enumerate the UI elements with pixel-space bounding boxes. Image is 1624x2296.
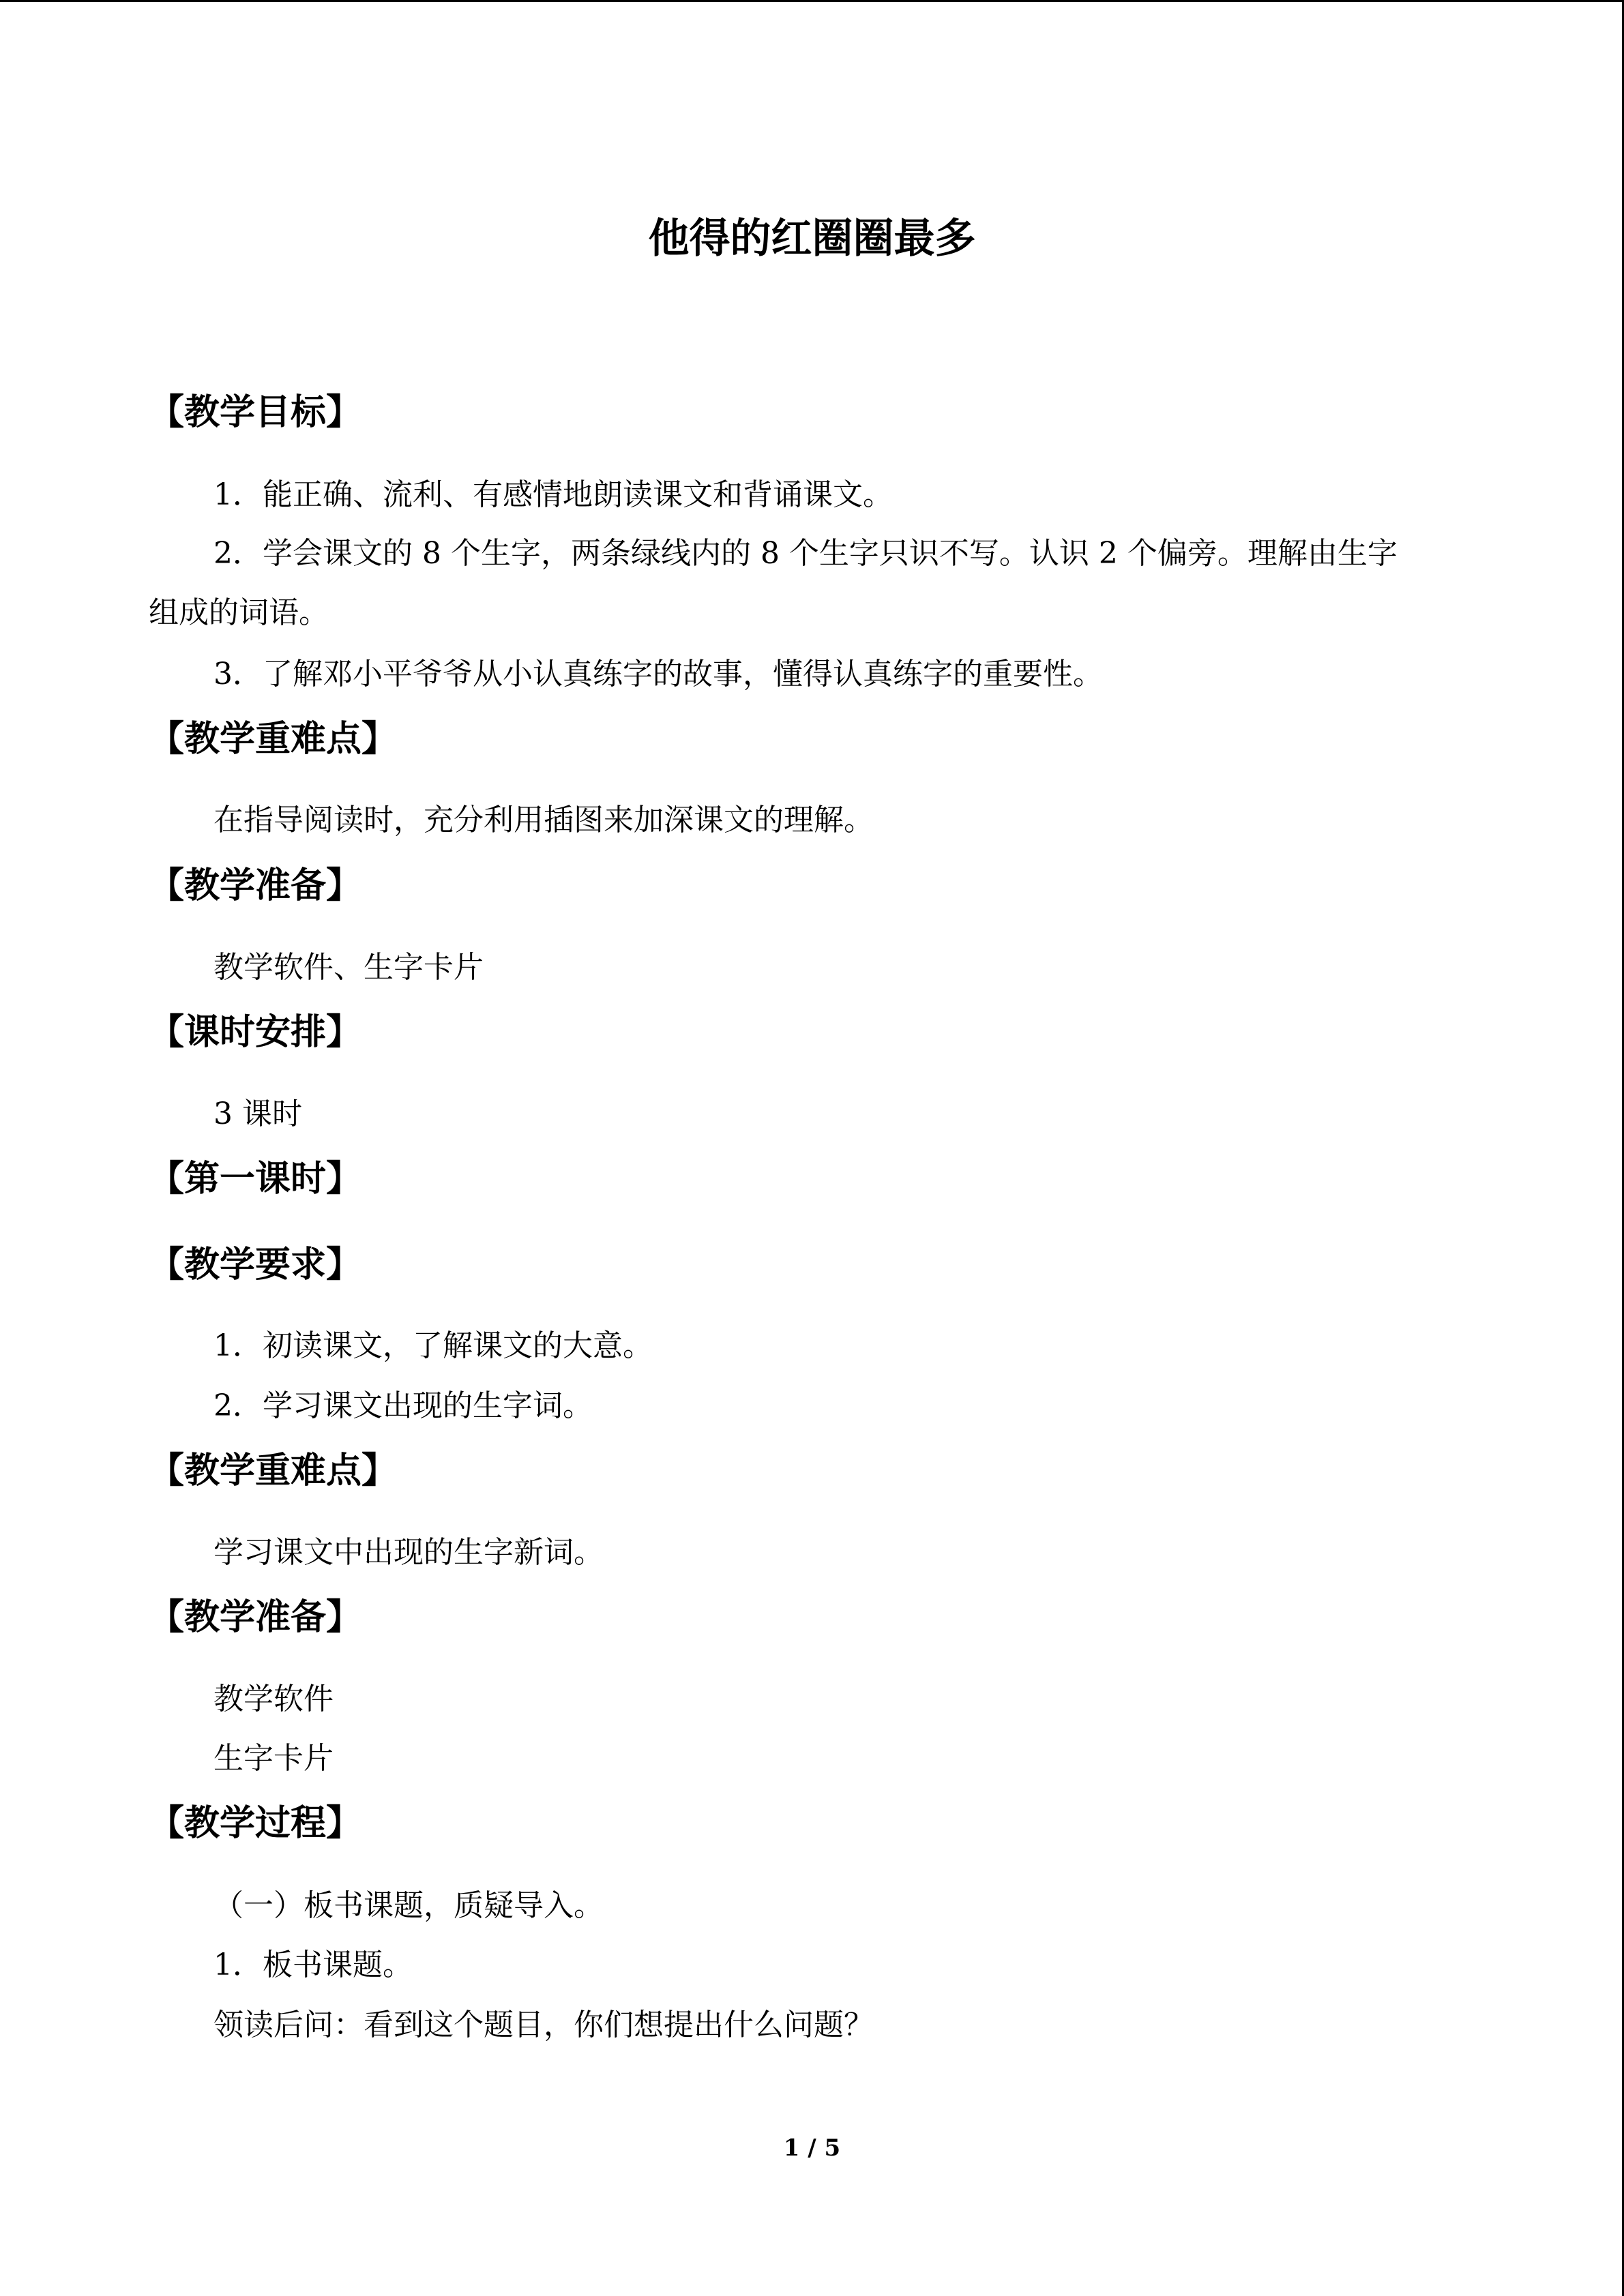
goal-item-1: 1．能正确、流利、有感情地朗读课文和背诵课文。 bbox=[213, 477, 893, 512]
section-heading-preparation: 【教学准备】 bbox=[149, 865, 362, 906]
schedule-text: 3 课时 bbox=[213, 1097, 302, 1131]
goal-item-2: 2．学会课文的 8 个生字，两条绿线内的 8 个生字只识不写。认识 2 个偏旁。理解由生字 bbox=[213, 536, 1398, 571]
page-number: 1 / 5 bbox=[783, 2134, 841, 2162]
requirement-item-2: 2．学习课文出现的生字词。 bbox=[213, 1388, 593, 1423]
section-heading-schedule: 【课时安排】 bbox=[149, 1011, 362, 1053]
process-item-1: （一）板书课题，质疑导入。 bbox=[213, 1888, 604, 1923]
document-title: 他得的红圈圈最多 bbox=[648, 215, 976, 263]
preparation-item-2: 生字卡片 bbox=[213, 1741, 334, 1776]
section-heading-first-lesson: 【第一课时】 bbox=[149, 1158, 362, 1199]
key-points-text: 在指导阅读时，充分利用插图来加深课文的理解。 bbox=[213, 803, 874, 837]
process-item-3: 领读后问：看到这个题目，你们想提出什么问题？ bbox=[213, 2008, 874, 2042]
requirement-item-1: 1．初读课文，了解课文的大意。 bbox=[213, 1328, 653, 1363]
section-heading-key-points: 【教学重难点】 bbox=[149, 718, 398, 760]
section-heading-requirements: 【教学要求】 bbox=[149, 1244, 362, 1285]
section-heading-preparation-2: 【教学准备】 bbox=[149, 1596, 362, 1638]
section-heading-process: 【教学过程】 bbox=[149, 1802, 362, 1844]
preparation-item-1: 教学软件 bbox=[213, 1682, 334, 1716]
preparation-text: 教学软件、生字卡片 bbox=[213, 950, 484, 985]
goal-item-2-continued: 组成的词语。 bbox=[149, 595, 329, 630]
process-item-2: 1．板书课题。 bbox=[213, 1948, 413, 1982]
section-heading-key-points-2: 【教学重难点】 bbox=[149, 1450, 398, 1491]
key-points-text-2: 学习课文中出现的生字新词。 bbox=[213, 1535, 604, 1570]
section-heading-teaching-goals: 【教学目标】 bbox=[149, 391, 362, 433]
goal-item-3: 3．了解邓小平爷爷从小认真练字的故事，懂得认真练字的重要性。 bbox=[213, 657, 1103, 691]
